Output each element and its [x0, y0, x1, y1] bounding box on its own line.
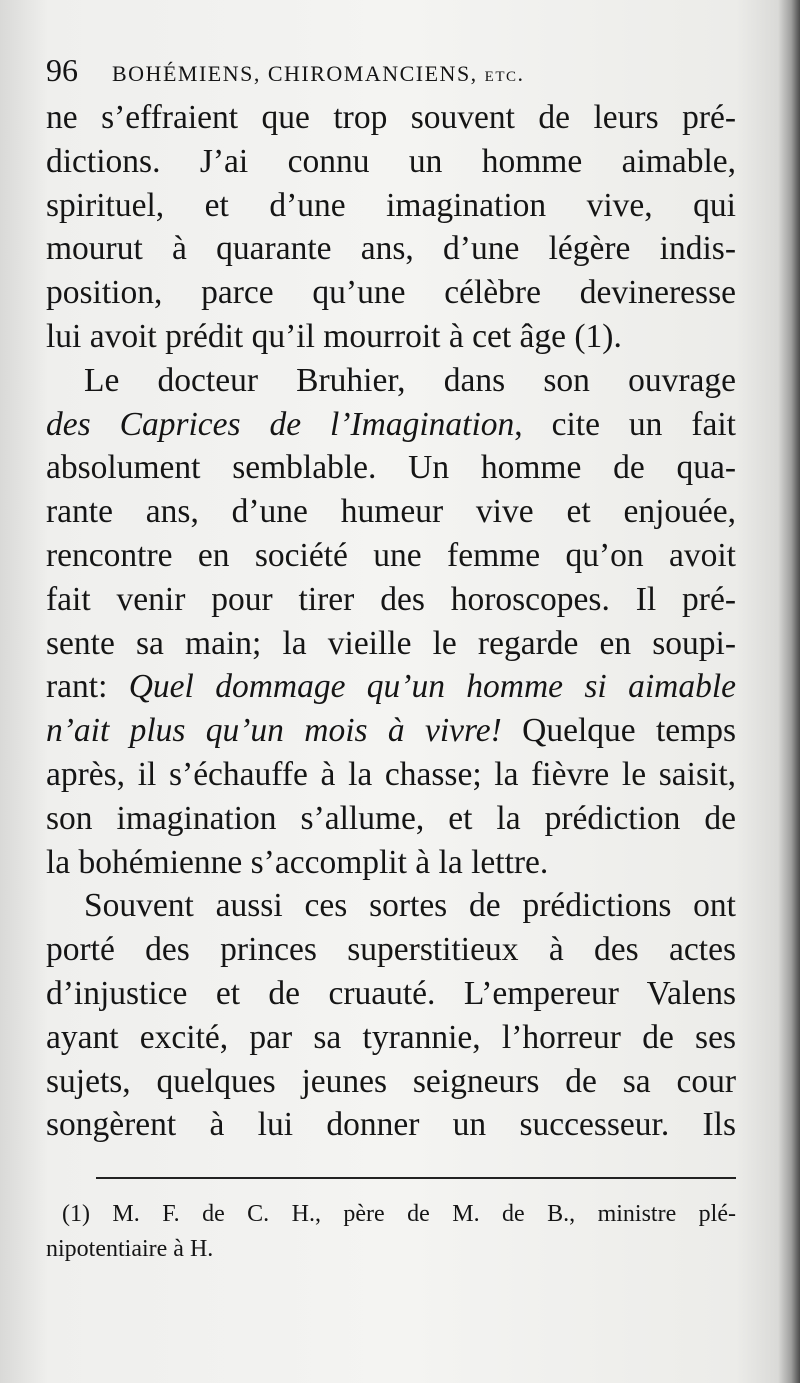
text-line: sente sa main; la vieille le regarde en soupi- — [46, 624, 736, 662]
text-line: absolument semblable. Un homme de qua- — [46, 449, 736, 487]
text-line: mourut à quarante ans, d’une légère indis- — [46, 230, 736, 268]
text-line: rencontre en société une femme qu’on avoit — [46, 536, 736, 574]
text-line: Le docteur Bruhier, dans son ouvrage — [84, 361, 736, 399]
text-line: après, il s’échauffe à la chasse; la fièvre le saisit, — [46, 755, 736, 793]
text-line: sujets, quelques jeunes seigneurs de sa cour — [46, 1062, 736, 1100]
text-block — [46, 52, 736, 1267]
text-line: ayant excité, par sa tyrannie, l’horreur de ses — [46, 1018, 736, 1056]
text-line: fait venir pour tirer des horoscopes. Il pré- — [46, 580, 736, 618]
text-line: d’injustice et de cruauté. L’empereur Valens — [46, 974, 736, 1012]
italic-text: n’ait plus qu’un mois à vivre! — [46, 712, 502, 750]
text-line: son imagination s’allume, et la prédiction de — [46, 799, 736, 837]
page-header — [46, 52, 736, 96]
text-line: des Caprices de l’Imagination, cite un fait — [46, 405, 736, 443]
footnote-line: (1) M. F. de C. H., père de M. de B., ministre plé- — [62, 1201, 736, 1228]
text-line: spirituel, et d’une imagination vive, qui — [46, 186, 736, 224]
page-edge-shadow — [778, 0, 800, 1383]
footnote — [46, 1197, 736, 1267]
footnote-rule — [96, 1177, 736, 1179]
paragraph-2 — [46, 359, 736, 885]
italic-text: des Caprices de l’Imagination — [46, 405, 515, 443]
text-line: Souvent aussi ces sortes de prédictions ont — [84, 887, 736, 925]
text-line: porté des princes superstitieux à des actes — [46, 931, 736, 969]
text-line: position, parce qu’une célèbre devineresse — [46, 274, 736, 312]
text-line: n’ait plus qu’un mois à vivre! Quelque temps — [46, 712, 736, 750]
footnote-line: nipotentiaire à H. — [46, 1236, 214, 1263]
running-head: BOHÉMIENS, CHIROMANCIENS, etc. — [112, 61, 525, 86]
text-line: lui avoit prédit qu’il mourroit à cet âge (1). — [46, 317, 622, 355]
text-line: rant: Quel dommage qu’un homme si aimable — [46, 668, 736, 706]
page-number: 96 — [46, 52, 78, 88]
text-line: dictions. J’ai connu un homme aimable, — [46, 142, 736, 180]
text-line: la bohémienne s’accomplit à la lettre. — [46, 843, 549, 881]
paragraph-3 — [46, 884, 736, 1147]
text-line: ne s’effraient que trop souvent de leurs pré- — [46, 99, 736, 136]
italic-text: Quel dommage qu’un homme si aimable — [128, 668, 736, 706]
text-line: songèrent à lui donner un successeur. Ils — [46, 1106, 736, 1144]
text-line: rante ans, d’une humeur vive et enjouée, — [46, 493, 736, 531]
paragraph-1 — [46, 96, 736, 359]
